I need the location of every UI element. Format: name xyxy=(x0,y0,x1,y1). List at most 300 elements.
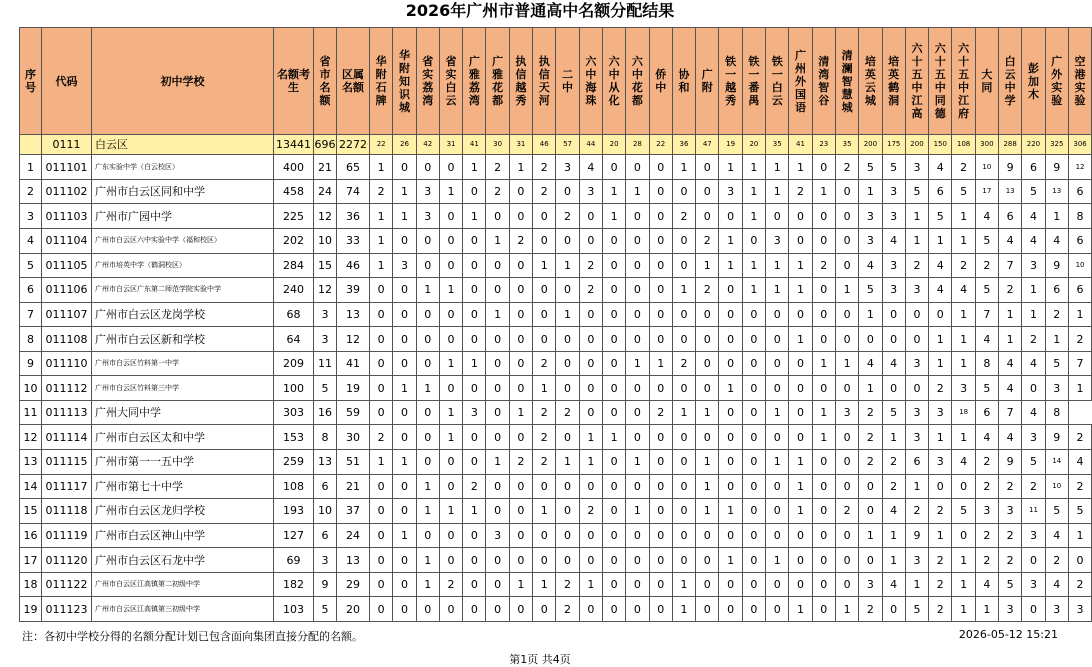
quota-cell: 108 xyxy=(274,474,314,499)
quota-cell: 10 xyxy=(975,155,998,180)
quota-cell: 0 xyxy=(556,228,579,253)
seq-cell: 15 xyxy=(20,499,42,524)
quota-cell: 0 xyxy=(509,179,532,204)
quota-cell: 0 xyxy=(742,548,765,573)
quota-cell: 0 xyxy=(486,376,509,401)
quota-cell: 0 xyxy=(649,499,672,524)
quota-cell: 0 xyxy=(579,523,602,548)
quota-cell: 0 xyxy=(579,351,602,376)
quota-cell: 1 xyxy=(789,327,812,352)
quota-cell: 0 xyxy=(742,425,765,450)
quota-cell: 1 xyxy=(602,204,625,229)
quota-cell: 2 xyxy=(533,400,556,425)
quota-cell: 0 xyxy=(370,523,393,548)
code-cell: 011105 xyxy=(42,253,92,278)
quota-cell: 1 xyxy=(672,155,695,180)
table-row xyxy=(20,400,1092,425)
quota-cell: 13 xyxy=(337,548,370,573)
quota-cell: 0 xyxy=(463,597,486,622)
quota-cell: 0 xyxy=(416,523,439,548)
quota-cell: 0 xyxy=(416,327,439,352)
quota-cell: 0 xyxy=(393,278,416,303)
quota-cell: 1 xyxy=(393,523,416,548)
quota-cell: 0 xyxy=(509,474,532,499)
quota-cell: 2 xyxy=(696,278,719,303)
quota-cell: 0 xyxy=(533,302,556,327)
quota-cell: 0 xyxy=(929,302,952,327)
quota-cell: 0 xyxy=(439,450,462,475)
quota-cell: 1 xyxy=(905,204,928,229)
quota-cell: 0 xyxy=(952,474,975,499)
quota-cell: 7 xyxy=(1068,351,1091,376)
school-name-cell: 广州市白云区江高镇第二初级中学 xyxy=(92,572,274,597)
quota-cell: 69 xyxy=(274,548,314,573)
quota-cell: 0 xyxy=(416,400,439,425)
quota-cell: 259 xyxy=(274,450,314,475)
quota-cell: 0 xyxy=(556,499,579,524)
quota-cell: 0 xyxy=(742,572,765,597)
table-row xyxy=(20,179,1092,204)
quota-cell: 2 xyxy=(556,400,579,425)
quota-cell: 1 xyxy=(1045,204,1068,229)
quota-cell: 51 xyxy=(337,450,370,475)
seq-cell: 5 xyxy=(20,253,42,278)
seq-cell: 13 xyxy=(20,450,42,475)
quota-cell: 1 xyxy=(975,597,998,622)
quota-cell: 3 xyxy=(1022,425,1045,450)
quota-cell: 1 xyxy=(439,179,462,204)
quota-cell: 3 xyxy=(314,302,337,327)
quota-cell: 0 xyxy=(602,327,625,352)
column-header: 侨中 xyxy=(649,28,672,135)
code-cell: 011103 xyxy=(42,204,92,229)
quota-cell: 12 xyxy=(1068,155,1091,180)
quota-cell: 0 xyxy=(463,253,486,278)
quota-cell: 3 xyxy=(905,155,928,180)
quota-cell: 9 xyxy=(1045,425,1068,450)
seq-cell: 1 xyxy=(20,155,42,180)
quota-cell: 2 xyxy=(533,450,556,475)
quota-cell: 1 xyxy=(556,302,579,327)
quota-cell: 0 xyxy=(556,474,579,499)
quota-cell: 0 xyxy=(602,523,625,548)
quota-cell: 1 xyxy=(1022,278,1045,303)
quota-cell: 2 xyxy=(649,400,672,425)
quota-cell: 0 xyxy=(719,474,742,499)
quota-cell: 2 xyxy=(952,253,975,278)
quota-cell: 0 xyxy=(672,450,695,475)
quota-cell: 0 xyxy=(509,499,532,524)
quota-cell: 0 xyxy=(556,278,579,303)
school-name-cell: 广州市白云区六中实验中学（福和校区） xyxy=(92,228,274,253)
quota-cell: 2 xyxy=(533,179,556,204)
quota-cell: 1 xyxy=(905,572,928,597)
quota-cell: 0 xyxy=(812,450,835,475)
quota-cell: 0 xyxy=(672,474,695,499)
quota-cell: 1 xyxy=(416,376,439,401)
quota-cell: 3 xyxy=(719,179,742,204)
quota-cell: 100 xyxy=(274,376,314,401)
quota-cell: 2 xyxy=(463,474,486,499)
quota-cell: 21 xyxy=(314,155,337,180)
quota-cell: 1 xyxy=(579,425,602,450)
quota-cell: 0 xyxy=(509,253,532,278)
quota-cell: 0 xyxy=(509,425,532,450)
quota-cell: 0 xyxy=(812,572,835,597)
quota-cell: 4 xyxy=(952,450,975,475)
quota-cell: 0 xyxy=(789,228,812,253)
quota-cell: 21 xyxy=(337,474,370,499)
quota-cell: 0 xyxy=(486,474,509,499)
quota-cell: 0 xyxy=(742,327,765,352)
quota-cell: 1 xyxy=(789,253,812,278)
quota-cell: 209 xyxy=(274,351,314,376)
table-row xyxy=(20,450,1092,475)
quota-cell: 10 xyxy=(1068,253,1091,278)
quota-cell: 0 xyxy=(742,351,765,376)
school-name-cell: 广州大同中学 xyxy=(92,400,274,425)
quota-cell: 1 xyxy=(929,228,952,253)
quota-cell: 0 xyxy=(719,278,742,303)
quota-cell: 0 xyxy=(649,327,672,352)
column-header: 大同 xyxy=(975,28,998,135)
quota-cell: 0 xyxy=(835,425,858,450)
quota-cell: 696 xyxy=(314,135,337,155)
quota-cell: 1 xyxy=(626,179,649,204)
quota-cell: 0 xyxy=(439,302,462,327)
quota-cell: 3 xyxy=(766,228,789,253)
quota-cell: 0 xyxy=(370,351,393,376)
quota-cell: 1 xyxy=(416,572,439,597)
column-header: 铁一白云 xyxy=(766,28,789,135)
school-name-cell: 广州市白云区竹料第一中学 xyxy=(92,351,274,376)
quota-cell: 0 xyxy=(370,572,393,597)
quota-cell: 0 xyxy=(509,548,532,573)
quota-cell: 1 xyxy=(952,597,975,622)
quota-cell: 2 xyxy=(835,499,858,524)
quota-cell: 0 xyxy=(463,523,486,548)
quota-cell: 35 xyxy=(766,135,789,155)
quota-cell: 0 xyxy=(835,572,858,597)
column-header: 六中从化 xyxy=(602,28,625,135)
table-row xyxy=(20,597,1092,622)
quota-cell: 3 xyxy=(463,400,486,425)
quota-cell: 2 xyxy=(579,499,602,524)
quota-cell: 0 xyxy=(742,376,765,401)
table-row xyxy=(20,302,1092,327)
quota-cell: 0 xyxy=(509,523,532,548)
quota-cell: 0 xyxy=(835,179,858,204)
quota-cell: 8 xyxy=(975,351,998,376)
quota-cell: 0 xyxy=(835,302,858,327)
quota-cell: 9 xyxy=(905,523,928,548)
quota-cell: 1 xyxy=(952,228,975,253)
quota-cell: 200 xyxy=(905,135,928,155)
quota-cell: 36 xyxy=(337,204,370,229)
quota-cell: 1 xyxy=(416,548,439,573)
quota-cell: 2 xyxy=(556,572,579,597)
quota-cell: 2 xyxy=(975,474,998,499)
code-cell: 011110 xyxy=(42,351,92,376)
quota-cell: 0 xyxy=(649,425,672,450)
quota-cell: 0 xyxy=(719,597,742,622)
quota-cell: 2 xyxy=(672,351,695,376)
quota-cell: 0 xyxy=(766,302,789,327)
code-cell: 011120 xyxy=(42,548,92,573)
quota-cell: 0 xyxy=(812,155,835,180)
quota-cell: 4 xyxy=(929,278,952,303)
quota-cell: 2 xyxy=(905,253,928,278)
quota-cell: 1 xyxy=(766,278,789,303)
quota-cell: 18 xyxy=(952,400,975,425)
quota-cell: 0 xyxy=(835,474,858,499)
quota-cell: 0 xyxy=(905,376,928,401)
quota-cell: 0 xyxy=(556,523,579,548)
quota-cell: 0 xyxy=(696,302,719,327)
table-row xyxy=(20,228,1092,253)
quota-cell: 1 xyxy=(1022,302,1045,327)
quota-cell: 2 xyxy=(579,278,602,303)
quota-cell: 0 xyxy=(509,351,532,376)
quota-cell: 1 xyxy=(789,499,812,524)
quota-cell: 3 xyxy=(556,155,579,180)
quota-cell: 2 xyxy=(509,228,532,253)
quota-cell: 19 xyxy=(719,135,742,155)
code-cell: 011106 xyxy=(42,278,92,303)
quota-cell: 0 xyxy=(742,474,765,499)
quota-cell: 31 xyxy=(439,135,462,155)
school-name-cell: 广州市第七十中学 xyxy=(92,474,274,499)
quota-cell: 1 xyxy=(789,155,812,180)
quota-cell: 8 xyxy=(314,425,337,450)
quota-cell: 64 xyxy=(274,327,314,352)
quota-cell: 2 xyxy=(556,204,579,229)
quota-cell: 1 xyxy=(416,499,439,524)
quota-cell: 5 xyxy=(975,278,998,303)
quota-cell: 0 xyxy=(556,351,579,376)
quota-cell: 0 xyxy=(835,523,858,548)
quota-cell: 2 xyxy=(812,253,835,278)
quota-cell: 1 xyxy=(672,597,695,622)
quota-cell: 0 xyxy=(533,228,556,253)
quota-cell: 2 xyxy=(1022,474,1045,499)
quota-cell: 1 xyxy=(486,302,509,327)
quota-cell: 6 xyxy=(314,474,337,499)
quota-cell: 4 xyxy=(882,499,905,524)
seq-cell: 19 xyxy=(20,597,42,622)
quota-cell: 0 xyxy=(696,597,719,622)
column-header: 广附 xyxy=(696,28,719,135)
quota-cell: 0 xyxy=(486,253,509,278)
quota-cell: 0 xyxy=(626,228,649,253)
quota-cell: 3 xyxy=(905,425,928,450)
quota-cell: 0 xyxy=(370,302,393,327)
code-cell: 011108 xyxy=(42,327,92,352)
quota-cell: 5 xyxy=(882,155,905,180)
quota-cell: 0 xyxy=(672,327,695,352)
quota-cell: 0 xyxy=(882,302,905,327)
quota-cell: 2 xyxy=(859,400,882,425)
quota-cell: 5 xyxy=(1022,450,1045,475)
quota-cell: 1 xyxy=(533,572,556,597)
quota-cell: 400 xyxy=(274,155,314,180)
quota-cell: 1 xyxy=(766,450,789,475)
table-row xyxy=(20,253,1092,278)
quota-cell: 2 xyxy=(439,572,462,597)
quota-cell: 2 xyxy=(882,450,905,475)
quota-cell: 5 xyxy=(952,499,975,524)
quota-cell: 1 xyxy=(905,228,928,253)
quota-cell: 0 xyxy=(719,572,742,597)
quota-cell: 3 xyxy=(416,204,439,229)
quota-cell: 1 xyxy=(719,548,742,573)
quota-cell: 0 xyxy=(439,376,462,401)
quota-cell: 0 xyxy=(626,302,649,327)
quota-cell: 2 xyxy=(696,228,719,253)
quota-cell: 3 xyxy=(905,351,928,376)
quota-cell: 0 xyxy=(602,400,625,425)
school-name-cell: 广州市白云区新和学校 xyxy=(92,327,274,352)
quota-cell: 1 xyxy=(509,155,532,180)
quota-cell: 1 xyxy=(393,179,416,204)
quota-cell: 1 xyxy=(766,253,789,278)
column-header: 序号 xyxy=(20,28,42,135)
quota-cell: 2 xyxy=(975,523,998,548)
quota-cell: 0 xyxy=(812,597,835,622)
quota-cell: 0 xyxy=(439,228,462,253)
code-cell: 011119 xyxy=(42,523,92,548)
column-header: 广雅花都 xyxy=(486,28,509,135)
quota-cell: 24 xyxy=(314,179,337,204)
quota-cell: 3 xyxy=(975,499,998,524)
quota-cell: 30 xyxy=(486,135,509,155)
quota-cell: 1 xyxy=(999,302,1022,327)
quota-cell: 0 xyxy=(835,253,858,278)
quota-cell: 2 xyxy=(929,572,952,597)
quota-cell: 0 xyxy=(370,376,393,401)
column-header: 省市名额 xyxy=(314,28,337,135)
quota-cell: 0 xyxy=(602,302,625,327)
quota-cell: 2 xyxy=(486,179,509,204)
quota-cell: 1 xyxy=(463,155,486,180)
quota-cell: 4 xyxy=(1045,572,1068,597)
quota-cell: 1 xyxy=(789,474,812,499)
quota-cell: 0 xyxy=(556,179,579,204)
quota-cell: 10 xyxy=(314,499,337,524)
quota-cell: 0 xyxy=(416,351,439,376)
quota-cell: 0 xyxy=(393,351,416,376)
code-cell: 0111 xyxy=(42,135,92,155)
seq-cell: 9 xyxy=(20,351,42,376)
quota-cell: 0 xyxy=(602,572,625,597)
quota-cell: 36 xyxy=(672,135,695,155)
quota-cell: 0 xyxy=(789,425,812,450)
code-cell: 011112 xyxy=(42,376,92,401)
quota-cell: 0 xyxy=(672,228,695,253)
quota-cell: 0 xyxy=(719,425,742,450)
quota-cell: 2 xyxy=(1068,572,1091,597)
quota-cell: 1 xyxy=(696,474,719,499)
quota-cell: 5 xyxy=(952,179,975,204)
seq-cell: 14 xyxy=(20,474,42,499)
quota-cell: 0 xyxy=(486,572,509,597)
quota-cell: 37 xyxy=(337,499,370,524)
quota-cell: 1 xyxy=(696,450,719,475)
quota-cell: 1 xyxy=(719,253,742,278)
quota-cell: 284 xyxy=(274,253,314,278)
column-header: 代码 xyxy=(42,28,92,135)
quota-cell: 1 xyxy=(835,278,858,303)
quota-cell: 2 xyxy=(486,155,509,180)
quota-cell: 0 xyxy=(602,228,625,253)
code-cell: 011114 xyxy=(42,425,92,450)
quota-cell: 26 xyxy=(393,135,416,155)
quota-cell: 1 xyxy=(486,450,509,475)
quota-cell: 2 xyxy=(929,376,952,401)
code-cell: 011101 xyxy=(42,155,92,180)
quota-cell: 2272 xyxy=(337,135,370,155)
quota-cell: 6 xyxy=(314,523,337,548)
quota-cell: 1 xyxy=(812,425,835,450)
column-header: 省实白云 xyxy=(439,28,462,135)
quota-cell: 3 xyxy=(882,278,905,303)
quota-cell: 5 xyxy=(1045,499,1068,524)
quota-cell: 10 xyxy=(1045,474,1068,499)
quota-cell: 13 xyxy=(337,302,370,327)
table-row xyxy=(20,572,1092,597)
district-row xyxy=(20,135,1092,155)
quota-cell: 3 xyxy=(579,179,602,204)
quota-cell: 0 xyxy=(626,597,649,622)
quota-cell: 42 xyxy=(416,135,439,155)
quota-cell: 2 xyxy=(999,474,1022,499)
seq-cell: 3 xyxy=(20,204,42,229)
quota-cell: 3 xyxy=(952,376,975,401)
quota-cell: 1 xyxy=(393,450,416,475)
quota-cell: 1 xyxy=(533,499,556,524)
quota-cell: 0 xyxy=(556,327,579,352)
quota-cell: 1 xyxy=(696,499,719,524)
quota-cell: 4 xyxy=(1022,204,1045,229)
quota-cell: 108 xyxy=(952,135,975,155)
quota-cell: 0 xyxy=(649,228,672,253)
quota-cell: 0 xyxy=(393,572,416,597)
quota-cell: 39 xyxy=(337,278,370,303)
quota-cell: 0 xyxy=(602,548,625,573)
quota-cell: 0 xyxy=(602,597,625,622)
quota-cell: 1 xyxy=(999,327,1022,352)
quota-cell: 2 xyxy=(999,523,1022,548)
quota-cell: 13 xyxy=(1045,179,1068,204)
quota-cell: 1 xyxy=(439,400,462,425)
quota-cell: 0 xyxy=(812,523,835,548)
quota-cell: 0 xyxy=(789,351,812,376)
table-row xyxy=(20,327,1092,352)
quota-cell: 0 xyxy=(719,204,742,229)
quota-cell: 0 xyxy=(696,179,719,204)
table-row xyxy=(20,155,1092,180)
quota-cell: 1 xyxy=(929,425,952,450)
quota-cell: 0 xyxy=(742,523,765,548)
school-name-cell: 广州市培英中学（鹤洞校区） xyxy=(92,253,274,278)
column-header: 省实荔湾 xyxy=(416,28,439,135)
quota-cell: 0 xyxy=(393,327,416,352)
quota-cell: 3 xyxy=(1045,376,1068,401)
quota-cell: 0 xyxy=(626,400,649,425)
quota-cell: 9 xyxy=(999,450,1022,475)
quota-cell: 0 xyxy=(533,278,556,303)
quota-cell: 1 xyxy=(463,499,486,524)
